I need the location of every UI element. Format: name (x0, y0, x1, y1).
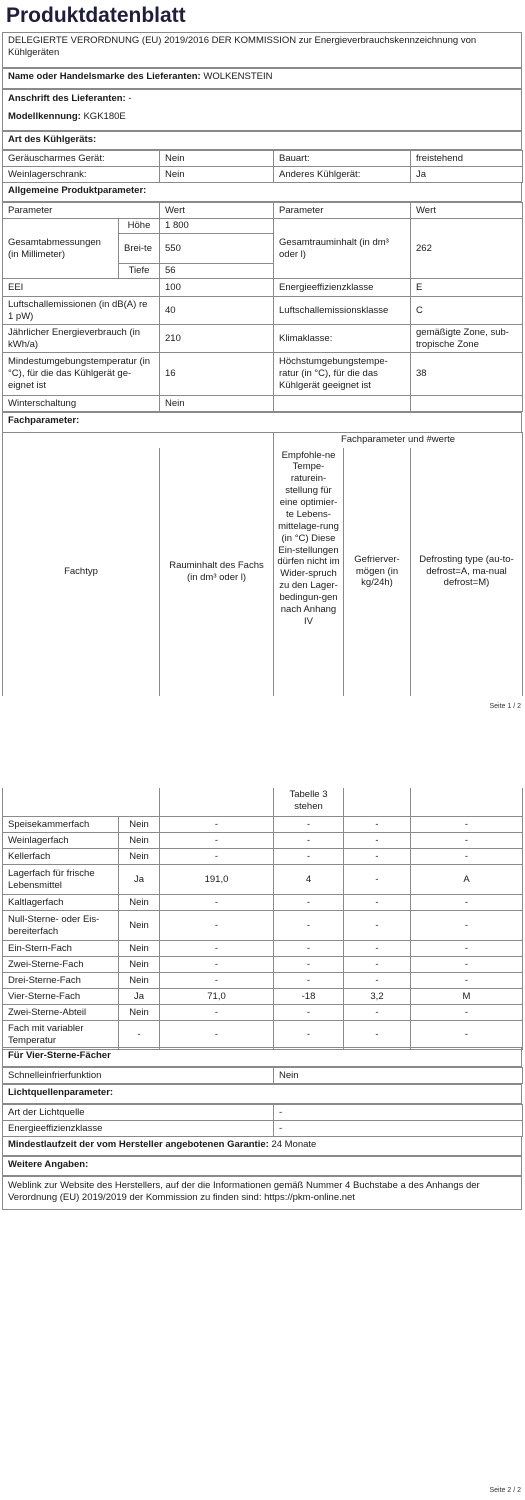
climate-label: Klimaklasse: (274, 325, 411, 353)
energy-value: 210 (160, 325, 274, 353)
more-text: Weblink zur Website des Herstellers, auf der die Informationen gemäß Nummer 4 Buchstabe a des Anhangs der Verordnung (EU) 2019/2019 der Kommission zu finden sind: https://pkm-online.net (8, 1180, 480, 1203)
quick-freeze-label: Schnelleinfrierfunktion (3, 1068, 274, 1084)
compartment-volume: - (160, 1021, 274, 1050)
table-row (3, 1021, 523, 1050)
climate-value: gemäßigte Zone, sub-tropische Zone (411, 325, 523, 353)
value-header-2: Wert (411, 203, 523, 219)
compartment-present: - (119, 1021, 160, 1050)
compartment-name: Fach mit variabler Temperatur (3, 1021, 119, 1050)
compartment-temp: - (274, 973, 344, 989)
table-row (3, 895, 523, 911)
compartment-temp: - (274, 911, 344, 941)
eclass-value: E (411, 279, 523, 297)
compartment-header-table (2, 432, 523, 696)
supplier-name-label: Name oder Handelsmarke des Lieferanten: (8, 71, 201, 82)
volume-label: Gesamtrauminhalt (in dm³ oder l) (274, 219, 411, 279)
type-table (2, 150, 523, 183)
table-row (3, 865, 523, 895)
light-heading: Lichtquellenparameter: (2, 1084, 522, 1104)
light-class-row (3, 1121, 523, 1137)
general-heading: Allgemeine Produktparameter: (2, 182, 522, 202)
compartment-defrost: - (411, 895, 523, 911)
compartment-freeze: - (344, 849, 411, 865)
compartment-volume: - (160, 833, 274, 849)
group-header: Fachparameter und #werte (274, 433, 523, 448)
temp-row (3, 353, 523, 396)
noise-label: Luftschallemissionen (in dB(A) re 1 pW) (3, 297, 160, 325)
table-row (3, 817, 523, 833)
model-value: KGK180E (83, 110, 126, 122)
volume-value: 262 (411, 219, 523, 279)
other-value: Ja (411, 167, 523, 183)
compartment-volume: 71,0 (160, 989, 274, 1005)
compartment-defrost: - (411, 1021, 523, 1050)
compartment-temp: -18 (274, 989, 344, 1005)
type-row (3, 167, 523, 183)
compartment-freeze: - (344, 911, 411, 941)
more-heading: Weitere Angaben: (2, 1156, 522, 1176)
compartment-present: Nein (119, 833, 160, 849)
param-header-2: Parameter (274, 203, 411, 219)
compartment-freeze: - (344, 817, 411, 833)
table-row (3, 1005, 523, 1021)
table-row (3, 957, 523, 973)
noise-row (3, 297, 523, 325)
compartment-volume: - (160, 911, 274, 941)
compartment-freeze: - (344, 833, 411, 849)
table-row (3, 941, 523, 957)
compartment-freeze: - (344, 941, 411, 957)
compartment-defrost: - (411, 1005, 523, 1021)
compartment-freeze: - (344, 895, 411, 911)
width-label: Brei-te (119, 234, 160, 264)
compartment-present: Ja (119, 989, 160, 1005)
compartment-present: Ja (119, 865, 160, 895)
compartment-volume: - (160, 895, 274, 911)
compartment-present: Nein (119, 911, 160, 941)
noise-value: 40 (160, 297, 274, 325)
energy-label: Jährlicher Energieverbrauch (in kWh/a) (3, 325, 160, 353)
eclass-label: Energieeffizienzklasse (274, 279, 411, 297)
compartment-defrost: - (411, 833, 523, 849)
winter-row (3, 396, 523, 412)
compartment-present: Nein (119, 941, 160, 957)
compartment-temp: - (274, 849, 344, 865)
compartment-name: Vier-Sterne-Fach (3, 989, 119, 1005)
compartment-name: Zwei-Sterne-Fach (3, 957, 119, 973)
value-header: Wert (160, 203, 274, 219)
regulation-text: DELEGIERTE VERORDNUNG (EU) 2019/2016 DER KOMMISSION zur Energieverbrauchskennzeichnung von Kühlgeräten (8, 35, 477, 58)
compartment-heading: Fachparameter: (2, 412, 522, 432)
maxtemp-label: Höchstumgebungstempe-ratur (in °C), für die das Kühlgerät geeignet ist (274, 353, 411, 396)
compartment-defrost: - (411, 817, 523, 833)
model-label: Modellkennung: (8, 110, 81, 122)
light-type-row (3, 1105, 523, 1121)
eei-label: EEI (3, 279, 160, 297)
col-freeze: Gefrierver-mögen (in kg/24h) (344, 448, 411, 696)
quiet-value: Nein (160, 151, 274, 167)
regulation-box (2, 32, 522, 68)
light-type-value: - (274, 1105, 523, 1121)
light-table (2, 1104, 523, 1137)
table-row (3, 973, 523, 989)
noiseclass-label: Luftschallemissionsklasse (274, 297, 411, 325)
compartment-temp: - (274, 833, 344, 849)
compartment-name: Speisekammerfach (3, 817, 119, 833)
col-volume: Rauminhalt des Fachs (in dm³ oder l) (160, 448, 274, 696)
compartment-name: Drei-Sterne-Fach (3, 973, 119, 989)
depth-label: Tiefe (119, 264, 160, 279)
page-title: Produktdatenblatt (6, 4, 186, 27)
maxtemp-value: 38 (411, 353, 523, 396)
construction-label: Bauart: (274, 151, 411, 167)
warranty-row (2, 1136, 522, 1156)
compartment-name: Weinlagerfach (3, 833, 119, 849)
construction-value: freistehend (411, 151, 523, 167)
group-header-row (3, 433, 523, 448)
compartment-volume: - (160, 817, 274, 833)
supplier-address-label: Anschrift des Lieferanten: (8, 93, 126, 104)
param-header: Parameter (3, 203, 160, 219)
compartment-volume: 191,0 (160, 865, 274, 895)
table-row (3, 989, 523, 1005)
table-row (3, 849, 523, 865)
compartment-defrost: - (411, 973, 523, 989)
mintemp-value: 16 (160, 353, 274, 396)
compartment-defrost: - (411, 957, 523, 973)
winter-value: Nein (160, 396, 274, 412)
col-type: Fachtyp (3, 448, 160, 696)
four-star-table (2, 1067, 523, 1084)
compartment-freeze: - (344, 1005, 411, 1021)
warranty-value: 24 Monate (271, 1139, 317, 1150)
noiseclass-value: C (411, 297, 523, 325)
compartment-table (2, 816, 523, 1050)
type-row (3, 151, 523, 167)
compartment-present: Nein (119, 895, 160, 911)
compartment-volume: - (160, 1005, 274, 1021)
height-row (3, 219, 523, 234)
eei-row (3, 279, 523, 297)
four-star-heading: Für Vier-Sterne-Fächer (2, 1047, 522, 1067)
compartment-freeze: 3,2 (344, 989, 411, 1005)
dims-label: Gesamtabmessungen (in Millimeter) (3, 219, 119, 279)
compartment-defrost: - (411, 849, 523, 865)
table-row (3, 911, 523, 941)
supplier-name-value: WOLKENSTEIN (203, 71, 273, 82)
supplier-name-row (2, 68, 522, 89)
compartment-defrost: - (411, 911, 523, 941)
more-text-box (2, 1176, 522, 1210)
compartment-temp: - (274, 957, 344, 973)
compartment-temp: - (274, 1021, 344, 1050)
compartment-name: Ein-Stern-Fach (3, 941, 119, 957)
wine-value: Nein (160, 167, 274, 183)
compartment-name: Zwei-Sterne-Abteil (3, 1005, 119, 1021)
compartment-temp: 4 (274, 865, 344, 895)
compartment-name: Kellerfach (3, 849, 119, 865)
energy-row (3, 325, 523, 353)
height-label: Höhe (119, 219, 160, 234)
compartment-volume: - (160, 849, 274, 865)
compartment-name: Null-Sterne- oder Eis-bereiterfach (3, 911, 119, 941)
height-value: 1 800 (160, 219, 274, 234)
col-temp: Empfohle-ne Tempe-raturein-stellung für eine optimier-te Lebens-mittelage-rung (in °C) Diese Ein-stellungen dürfen nicht im Wider-spruch zu den Lager-bedingun-gen nach Anhang IV (274, 448, 344, 696)
compartment-present: Nein (119, 817, 160, 833)
page-number-2: Seite 2 / 2 (489, 1487, 521, 1494)
compartment-continuation-header (2, 788, 523, 817)
wine-label: Weinlagerschrank: (3, 167, 160, 183)
col-defrost: Defrosting type (au-to-defrost=A, ma-nual defrost=M) (411, 448, 523, 696)
width-value: 550 (160, 234, 274, 264)
general-header-row (3, 203, 523, 219)
compartment-defrost: A (411, 865, 523, 895)
quiet-label: Geräuscharmes Gerät: (3, 151, 160, 167)
compartment-temp: - (274, 895, 344, 911)
mintemp-label: Mindestumgebungstemperatur (in °C), für die das Kühlgerät ge-eignet ist (3, 353, 160, 396)
compartment-volume: - (160, 941, 274, 957)
winter-label: Winterschaltung (3, 396, 160, 412)
type-heading: Art des Kühlgeräts: (2, 131, 522, 150)
general-table (2, 202, 523, 412)
col-temp-continued: Tabelle 3 stehen (274, 788, 344, 816)
light-class-value: - (274, 1121, 523, 1137)
quick-freeze-value: Nein (274, 1068, 523, 1084)
compartment-temp: - (274, 817, 344, 833)
compartment-freeze: - (344, 957, 411, 973)
light-class-label: Energieeffizienzklasse (3, 1121, 274, 1137)
supplier-address-value: - (128, 93, 132, 104)
page-number-1: Seite 1 / 2 (489, 703, 521, 710)
compartment-present: Nein (119, 957, 160, 973)
compartment-defrost: M (411, 989, 523, 1005)
compartment-present: Nein (119, 973, 160, 989)
compartment-defrost: - (411, 941, 523, 957)
column-header-row (3, 448, 523, 696)
compartment-name: Lagerfach für frische Lebensmittel (3, 865, 119, 895)
header-continuation-row (3, 788, 523, 816)
compartment-name: Kaltlagerfach (3, 895, 119, 911)
compartment-present: Nein (119, 849, 160, 865)
compartment-volume: - (160, 957, 274, 973)
supplier-address-block (2, 89, 522, 131)
compartment-freeze: - (344, 973, 411, 989)
compartment-temp: - (274, 941, 344, 957)
warranty-label: Mindestlaufzeit der vom Hersteller angebotenen Garantie: (8, 1139, 269, 1150)
compartment-volume: - (160, 973, 274, 989)
eei-value: 100 (160, 279, 274, 297)
depth-value: 56 (160, 264, 274, 279)
compartment-temp: - (274, 1005, 344, 1021)
light-type-label: Art der Lichtquelle (3, 1105, 274, 1121)
compartment-freeze: - (344, 865, 411, 895)
compartment-freeze: - (344, 1021, 411, 1050)
quick-freeze-row (3, 1068, 523, 1084)
other-label: Anderes Kühlgerät: (274, 167, 411, 183)
compartment-present: Nein (119, 1005, 160, 1021)
table-row (3, 833, 523, 849)
